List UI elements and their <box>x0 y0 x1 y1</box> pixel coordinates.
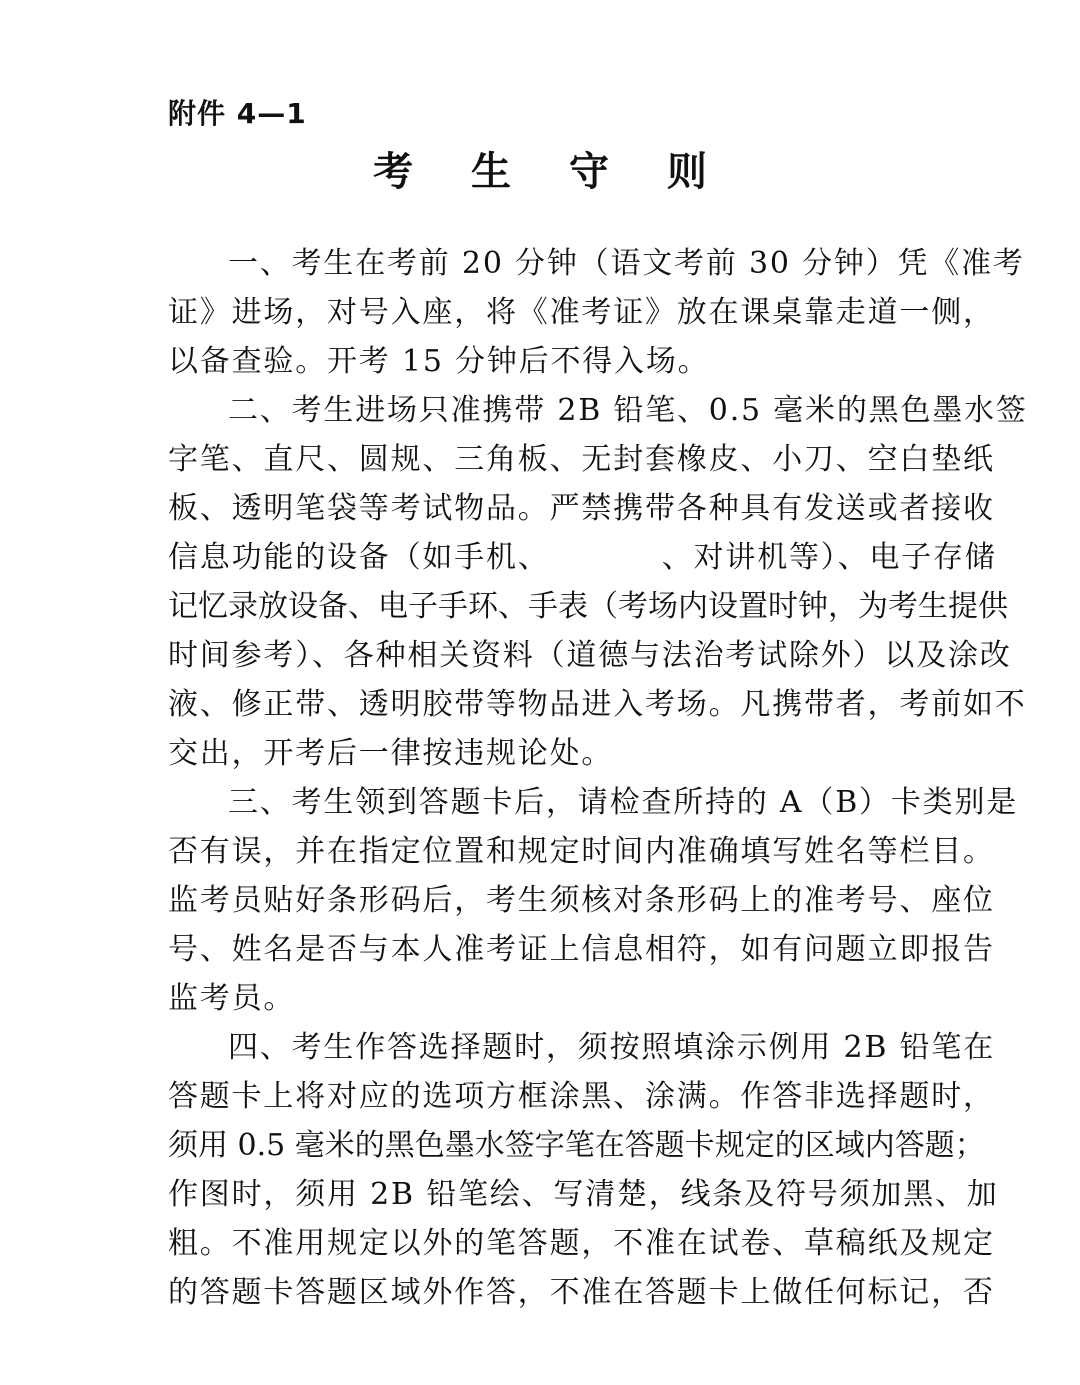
paragraph-line: 时间参考）、各种相关资料（道德与法治考试除外）以及涂改 <box>168 638 1012 673</box>
paragraph-line: 液、修正带、透明胶带等物品进入考场。凡携带者，考前如不 <box>168 687 1027 722</box>
paragraph-line: 一、考生在考前 20 分钟（语文考前 30 分钟）凭《准考 <box>228 246 1025 281</box>
attachment-label: 附件 4—1 <box>168 97 307 130</box>
paragraph-line: 号、姓名是否与本人准考证上信息相符，如有问题立即报告 <box>168 932 995 967</box>
paragraph-line: 字笔、直尺、圆规、三角板、无封套橡皮、小刀、空白垫纸 <box>168 442 995 477</box>
paragraph-line: 板、透明笔袋等考试物品。严禁携带各种具有发送或者接收 <box>168 491 995 526</box>
paragraph-line: 作图时，须用 2B 铅笔绘、写清楚，线条及符号须加黑、加 <box>168 1177 999 1212</box>
paragraph-line: 须用 0.5 毫米的黑色墨水签字笔在答题卡规定的区域内答题； <box>168 1128 985 1163</box>
paragraph-line: 二、考生进场只准携带 2B 铅笔、0.5 毫米的黑色墨水签 <box>228 393 1028 428</box>
paragraph-line: 记忆录放设备、电子手环、手表（考场内设置时钟，为考生提供 <box>168 589 1008 624</box>
paragraph-line: 的答题卡答题区域外作答，不准在答题卡上做任何标记，否 <box>168 1275 995 1310</box>
paragraph-line: 证》进场，对号入座，将《准考证》放在课桌靠走道一侧， <box>168 295 995 330</box>
paragraph-line: 交出，开考后一律按违规论处。 <box>168 736 614 771</box>
paragraph-line: 粗。不准用规定以外的笔答题，不准在试卷、草稿纸及规定 <box>168 1226 995 1261</box>
paragraph-line: 答题卡上将对应的选项方框涂黑、涂满。作答非选择题时， <box>168 1079 995 1114</box>
document-title: 考 生 守 则 <box>373 149 729 195</box>
paragraph-line: 监考员。 <box>168 981 296 1016</box>
paragraph-line: 监考员贴好条形码后，考生须核对条形码上的准考号、座位 <box>168 883 995 918</box>
paragraph-line: 四、考生作答选择题时，须按照填涂示例用 2B 铅笔在 <box>228 1030 996 1065</box>
paragraph-line: 以备查验。开考 15 分钟后不得入场。 <box>168 344 710 379</box>
paragraph-line: 三、考生领到答题卡后，请检查所持的 A（B）卡类别是 <box>228 785 1019 820</box>
paragraph-line: 否有误，并在指定位置和规定时间内准确填写姓名等栏目。 <box>168 834 995 869</box>
paragraph-line: 信息功能的设备（如手机、 、对讲机等）、电子存储 <box>168 540 997 575</box>
